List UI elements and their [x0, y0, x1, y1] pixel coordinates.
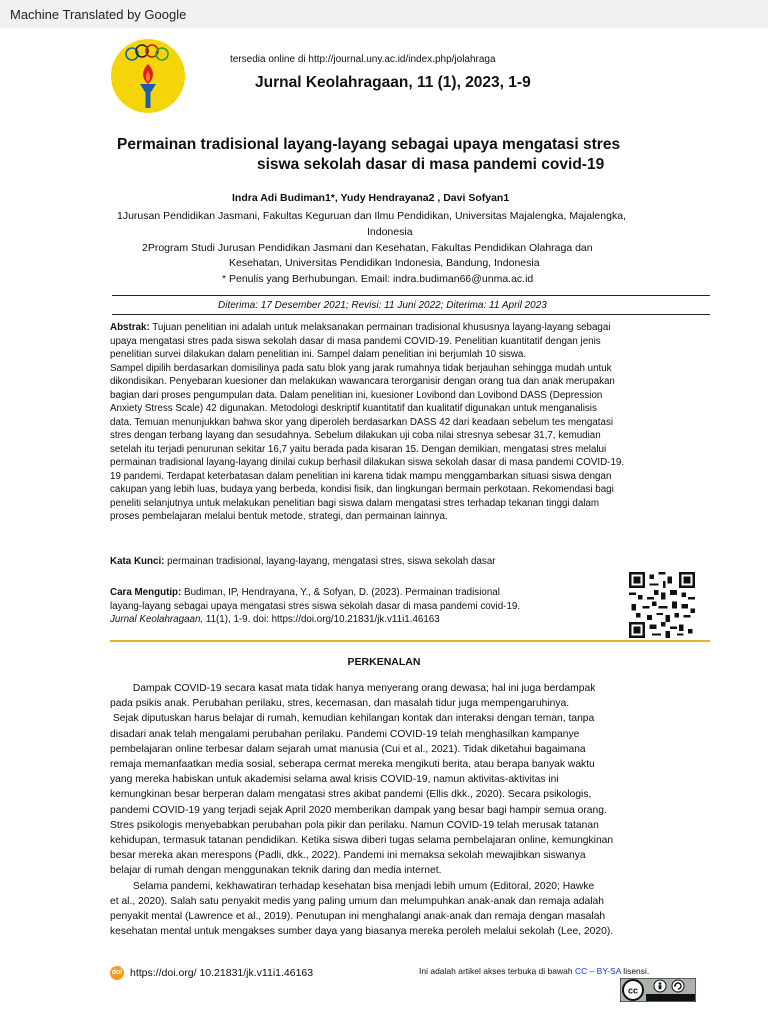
qr-code-icon[interactable]	[628, 572, 696, 638]
citation	[110, 586, 520, 627]
abstract-line: upaya mengatasi stres pada siswa sekolah dasar di masa pandemi COVID-19. Penelitian kuantitatif dengan jenis	[110, 335, 601, 347]
abstract-label: Abstrak:	[110, 322, 150, 333]
affiliation-1-country: Indonesia	[367, 226, 413, 238]
abstract-line: Sampel dipilih berdasarkan domisilinya pada satu blok yang jarak rumahnya tidak berjauhan sehingga mudah untuk	[110, 362, 612, 374]
abstract	[110, 321, 710, 524]
license-note	[419, 966, 649, 976]
header-rule-bottom	[112, 314, 710, 315]
citation-journal: Jurnal Keolahragaan,	[110, 614, 204, 625]
affiliation-2: 2Program Studi Jurusan Pendidikan Jasmani dan Kesehatan, Fakultas Pendidikan Olahraga dan	[142, 242, 593, 254]
body-line: Stres psikologis menyebabkan perubahan pola pikir dan perilaku. Namun COVID-19 telah merusak tatanan	[110, 819, 599, 831]
keywords	[110, 556, 496, 567]
abstract-line: cakupan yang lebih luas, budaya yang berbeda, kondisi fisik, dan lingkungan bermain perkotaan. Rekomendasi bagi	[110, 484, 614, 495]
abstract-line: setelah itu terjadi penurunan sekitar 16,7 yaitu berada pada kisaran 15. Dengan demikian, mengatasi stres melalui	[110, 443, 607, 455]
body-line: Sejak diputuskan harus belajar di rumah, kemudian kehilangan kontak dan interaksi dengan teman, tanpa	[110, 713, 595, 725]
citation-label: Cara Mengutip:	[110, 587, 182, 598]
body-line: kehidupan, termasuk tatanan pendidikan. Ketika siswa diberi tugas selama pembelajaran online, kemungkinan	[110, 835, 614, 847]
header-rule-top	[112, 295, 710, 296]
body-line: belajar di rumah dengan menggunakan teknik daring dan media internet.	[110, 865, 442, 877]
abstract-line	[110, 321, 710, 335]
abstract-line: permainan tradisional layang-layang dinilai cukup berhasil dilakukan siswa sekolah dasar di masa pandemi COVID-19.	[110, 457, 625, 468]
body-line: kesehatan mental untuk mengakses sumber daya yang biasanya mereka peroleh melalui sekolah (Lee, 2020).	[110, 926, 614, 938]
body-line: besar mereka akan merespons (Padli, dkk., 2022). Pandemi ini memaksa sekolah mewajibkan siswanya	[110, 850, 586, 862]
citation-line-2: layang-layang sebagai upaya mengatasi stres siswa sekolah dasar di masa pandemi covid-19.	[110, 600, 521, 612]
body-line: remaja memanfaatkan media sosial, seberapa cermat mereka mengikuti berita, atau berapa banyak waktu	[110, 759, 595, 771]
availability-line: tersedia online di http://journal.uny.ac.id/index.php/jolahraga	[230, 54, 496, 65]
footer-doi[interactable]	[110, 966, 313, 980]
citation-line-1: Budiman, IP, Hendrayana, Y., & Sofyan, D. (2023). Permainan tradisional	[181, 587, 500, 598]
corresponding-author: * Penulis yang Berhubungan. Email: indra.budiman66@unma.ac.id	[222, 273, 534, 285]
doi-icon: doi	[110, 966, 124, 980]
body-line: penyakit mental (Lawrence et al., 2019). Penutupan ini menghalangi anak-anak dan remaja dengan masalah	[110, 911, 606, 923]
section-divider	[110, 640, 710, 642]
journal-title: Jurnal Keolahragaan, 11 (1), 2023, 1-9	[255, 74, 531, 91]
keywords-label: Kata Kunci:	[110, 556, 165, 567]
body-text	[110, 681, 710, 939]
body-line: yang mereka habiskan untuk akademisi selama awal krisis COVID-19, namun aktivitas-aktivitas ini	[110, 774, 559, 786]
abstract-first-line: Tujuan penelitian ini adalah untuk melaksanakan permainan tradisional khususnya layang-layang sebagai	[149, 322, 611, 333]
abstract-line: proses pembelajaran melalui bentuk metode, strategi, dan permainan lainnya.	[110, 511, 448, 522]
citation-doi[interactable]: 11(1), 1-9. doi: https://doi.org/10.21831/jk.v11i1.46163	[203, 614, 440, 625]
body-line: pembelajaran online terbesar dalam sejarah umat manusia (Cui et al., 2021). Tidak diketahui bagaimana	[110, 743, 586, 755]
abstract-line: Anxiety Stress Scale) 42 digunakan. Metodologi deskriptif kuantitatif dan kualitatif digunakan untuk menganalisis	[110, 403, 597, 414]
body-line: Dampak COVID-19 secara kasat mata tidak hanya menyerang orang dewasa; hal ini juga berdampak	[110, 683, 596, 694]
body-line: kemungkinan besar berperan dalam mengatasi stres akibat pandemi (Ellis dkk., 2020). Secara psikologis,	[110, 789, 592, 801]
received-dates: Diterima: 17 Desember 2021; Revisi: 11 Juni 2022; Diterima: 11 April 2023	[218, 300, 547, 311]
license-link[interactable]: CC – BY-SA	[574, 966, 621, 976]
banner-text: Machine Translated by Google	[10, 7, 187, 22]
abstract-line: dikondisikan. Penyebaran kuesioner dan melakukan wawancara terorganisir dengan orang tua dan anak merupakan	[110, 376, 615, 387]
author-list: Indra Adi Budiman1*, Yudy Hendrayana2 , Davi Sofyan1	[232, 192, 510, 204]
body-line: disadari anak telah mengalami perubahan perilaku. Pandemi COVID-19 telah menghasilkan kampanye	[110, 728, 580, 740]
abstract-line: peneliti selanjutnya untuk melakukan penelitian bagi siswa dalam mengatasi stres terhadap tekanan tinggi dalam	[110, 497, 600, 509]
cc-by-sa-badge[interactable]	[620, 978, 696, 1002]
keywords-text: permainan tradisional, layang-layang, mengatasi stres, siswa sekolah dasar	[164, 556, 496, 567]
translation-banner	[0, 0, 768, 28]
abstract-line: stres dengan terbang layang dan sesudahnya. Sebelum dilakukan uji coba nilai stresnya sebesar 31,7, kemudian	[110, 430, 601, 441]
license-prefix: Ini adalah artikel akses terbuka di bawah	[419, 966, 575, 976]
footer-doi-link[interactable]: https://doi.org/ 10.21831/jk.v11i1.46163	[130, 966, 314, 979]
body-line: pandemi COVID-19 yang terjadi sejak April 2020 memberikan dampak yang besar bagi hampir semua orang.	[110, 804, 607, 816]
body-line: pada psikis anak. Perubahan perilaku, stres, kecemasan, dan masalah tidur juga mempengaruhinya.	[110, 698, 570, 710]
body-line: et al., 2020). Salah satu penyakit medis yang paling umum dan melumpuhkan anak-anak dan remaja adalah	[110, 895, 604, 907]
paper-title-line-1: Permainan tradisional layang-layang sebagai upaya mengatasi stres	[117, 136, 621, 153]
affiliation-2-cont: Kesehatan, Universitas Pendidikan Indonesia, Bandung, Indonesia	[229, 257, 540, 269]
affiliation-1: 1Jurusan Pendidikan Jasmani, Fakultas Keguruan dan Ilmu Pendidikan, Universitas Majalengka, Majalengka,	[117, 210, 626, 222]
journal-logo-icon	[110, 38, 186, 114]
section-heading: PERKENALAN	[347, 656, 421, 668]
body-line: Selama pandemi, kekhawatiran terhadap kesehatan bisa menjadi lebih umum (Editoral, 2020; Hawke	[110, 880, 595, 892]
abstract-line: data. Temuan menunjukkan bahwa skor yang diperoleh berdasarkan DASS 42 dari keadaan sebelum tes mengatasi	[110, 416, 614, 428]
abstract-line: bagian dari proses pengumpulan data. Dalam penelitian ini, kuesioner Lovibond dan Lovibond DASS (Depression	[110, 389, 603, 401]
abstract-line: penelitian survei dilakukan dalam penelitian ini. Sampel dalam penelitian ini berjumlah 10 siswa.	[110, 349, 527, 360]
license-suffix: lisensi.	[620, 966, 650, 976]
svg-text:cc: cc	[627, 985, 639, 996]
paper-title-line-2: siswa sekolah dasar di masa pandemi covid-19	[257, 156, 605, 173]
abstract-line: 19 pandemi. Terdapat keterbatasan dalam penelitian ini karena tidak mampu menggambarkan situasi siswa dengan	[110, 470, 612, 482]
